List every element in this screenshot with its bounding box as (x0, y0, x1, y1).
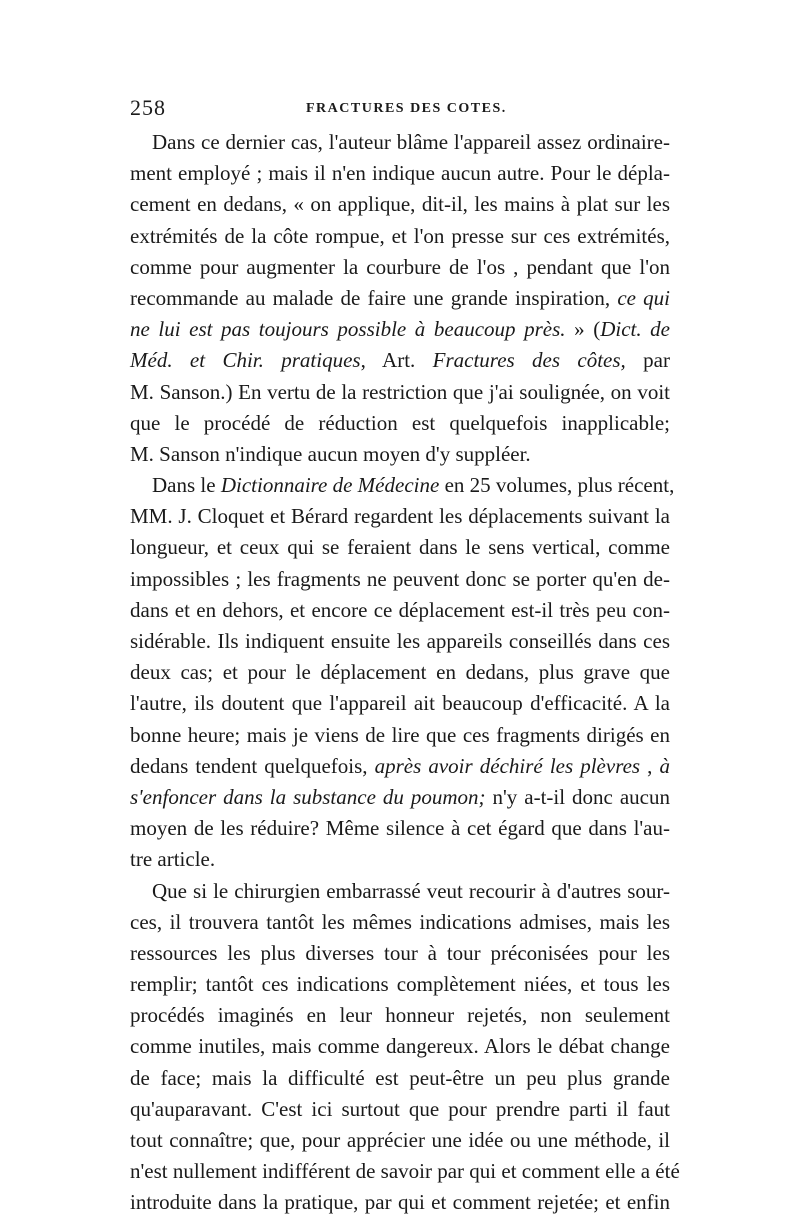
text-line (130, 876, 670, 907)
text-segment: M. Sanson n'indique aucun moyen d'y suppléer. (130, 441, 531, 466)
text-line (130, 626, 670, 657)
italic-text: Méd. et Chir. pratiques (130, 348, 361, 373)
text-line (130, 532, 670, 563)
text-line (130, 657, 670, 688)
text-segment: longueur, et ceux qui se feraient dans le sens vertical, comme (130, 535, 670, 560)
text-line (130, 844, 670, 875)
text-line (130, 1063, 670, 1094)
text-line (130, 314, 670, 345)
italic-text: Dict. de (600, 317, 670, 342)
text-segment: remplir; tantôt ces indications complètement niées, et tous les (130, 972, 670, 997)
text-line (130, 1000, 670, 1031)
italic-text: après avoir déchiré les plèvres (374, 753, 641, 778)
italic-text: Dictionnaire de Médecine (220, 473, 440, 498)
text-segment: ment employé ; mais il n'en indique aucun autre. Pour le dépla- (130, 161, 670, 186)
text-line (130, 221, 670, 252)
text-segment: MM. J. Cloquet et Bérard regardent les déplacements suivant la (130, 504, 670, 529)
text-segment: n'est nullement indifférent de savoir par qui et comment elle a été (130, 1159, 680, 1184)
text-segment: Dans ce dernier cas, l'auteur blâme l'appareil assez ordinaire- (152, 130, 670, 154)
text-segment: » ( (565, 317, 601, 342)
text-segment: introduite dans la pratique, par qui et comment rejetée; et enfin (130, 1190, 670, 1215)
text-line (130, 1125, 670, 1156)
text-segment: l'autre, ils doutent que l'appareil ait beaucoup d'efficacité. A la (130, 691, 670, 716)
text-segment: ces, il trouvera tantôt les mêmes indications admises, mais les (130, 909, 670, 934)
text-segment: comme inutiles, mais comme dangereux. Alors le débat change (130, 1034, 670, 1059)
text-segment: recommande au malade de faire une grande inspiration, (130, 285, 618, 310)
text-line (130, 751, 670, 782)
text-line (130, 782, 670, 813)
text-line (130, 127, 670, 158)
text-line (130, 1031, 670, 1062)
text-segment: bonne heure; mais je viens de lire que ces fragments dirigés en (130, 722, 670, 747)
text-segment: ressources les plus diverses tour à tour préconisées pour les (130, 940, 670, 965)
text-segment: deux cas; et pour le déplacement en dedans, plus grave que (130, 660, 670, 685)
italic-text: Fractures des côtes, (432, 348, 626, 373)
text-segment: par (625, 348, 670, 373)
text-segment: de face; mais la difficulté est peut-être un peu plus grande (130, 1065, 670, 1090)
text-segment: en 25 volumes, plus récent, (439, 473, 675, 498)
text-line (130, 969, 670, 1000)
text-line (130, 470, 675, 501)
text-line (130, 345, 670, 376)
text-line (130, 907, 670, 938)
text-line (130, 1094, 670, 1125)
text-segment: qu'auparavant. C'est ici surtout que pour prendre parti il faut (130, 1096, 670, 1121)
text-segment: tre article. (130, 847, 216, 872)
italic-text: ce qui (617, 285, 670, 310)
text-segment: comme pour augmenter la courbure de l'os , pendant que l'on (130, 254, 670, 279)
text-line (130, 1156, 680, 1187)
body-text (130, 127, 680, 1219)
text-segment: M. Sanson.) En vertu de la restriction que j'ai soulignée, on voit (130, 379, 670, 404)
italic-text: s'enfoncer dans la substance du poumon; (130, 784, 486, 809)
text-line (130, 595, 670, 626)
text-line (130, 252, 670, 283)
text-line (130, 408, 670, 439)
text-segment: Dans le (152, 473, 221, 498)
text-line (130, 564, 670, 595)
text-segment: que le procédé de réduction est quelquefois inapplicable; (130, 410, 670, 435)
page-number: 258 (130, 95, 166, 120)
text-segment: procédés imaginés en leur honneur rejetés, non seulement (130, 1003, 670, 1028)
text-segment: , (640, 753, 660, 778)
text-line (130, 439, 670, 470)
text-line (130, 720, 670, 751)
text-line (130, 1187, 670, 1218)
text-line (130, 688, 670, 719)
text-segment: dedans tendent quelquefois, (130, 753, 375, 778)
text-segment: impossibles ; les fragments ne peuvent donc se porter qu'en de- (130, 566, 670, 591)
text-segment: tout connaître; que, pour apprécier une idée ou une méthode, il (130, 1128, 670, 1152)
text-segment: n'y a-t-il donc aucun (485, 784, 670, 809)
text-segment: cement en dedans, « on applique, dit-il, les mains à plat sur les (130, 192, 670, 217)
text-line (130, 377, 670, 408)
text-line (130, 501, 670, 532)
text-line (130, 283, 670, 314)
text-segment: sidérable. Ils indiquent ensuite les appareils conseillés dans ces (130, 629, 670, 653)
text-line (130, 938, 670, 969)
page-header (130, 95, 670, 125)
italic-text: ne lui est pas toujours possible à beaucoup près. (130, 317, 566, 342)
text-line (130, 813, 670, 844)
text-segment: dans et en dehors, et encore ce déplacement est-il très peu con- (130, 597, 670, 622)
text-segment: , Art. (360, 348, 433, 373)
italic-text: à (659, 753, 671, 778)
running-title: FRACTURES DES COTES. (306, 101, 507, 116)
text-line (130, 158, 670, 189)
text-line (130, 189, 670, 220)
text-segment: Que si le chirurgien embarrassé veut recourir à d'autres sour- (152, 878, 670, 903)
text-segment: extrémités de la côte rompue, et l'on presse sur ces extrémités, (130, 223, 670, 248)
text-segment: moyen de les réduire? Même silence à cet égard que dans l'au- (130, 816, 670, 841)
